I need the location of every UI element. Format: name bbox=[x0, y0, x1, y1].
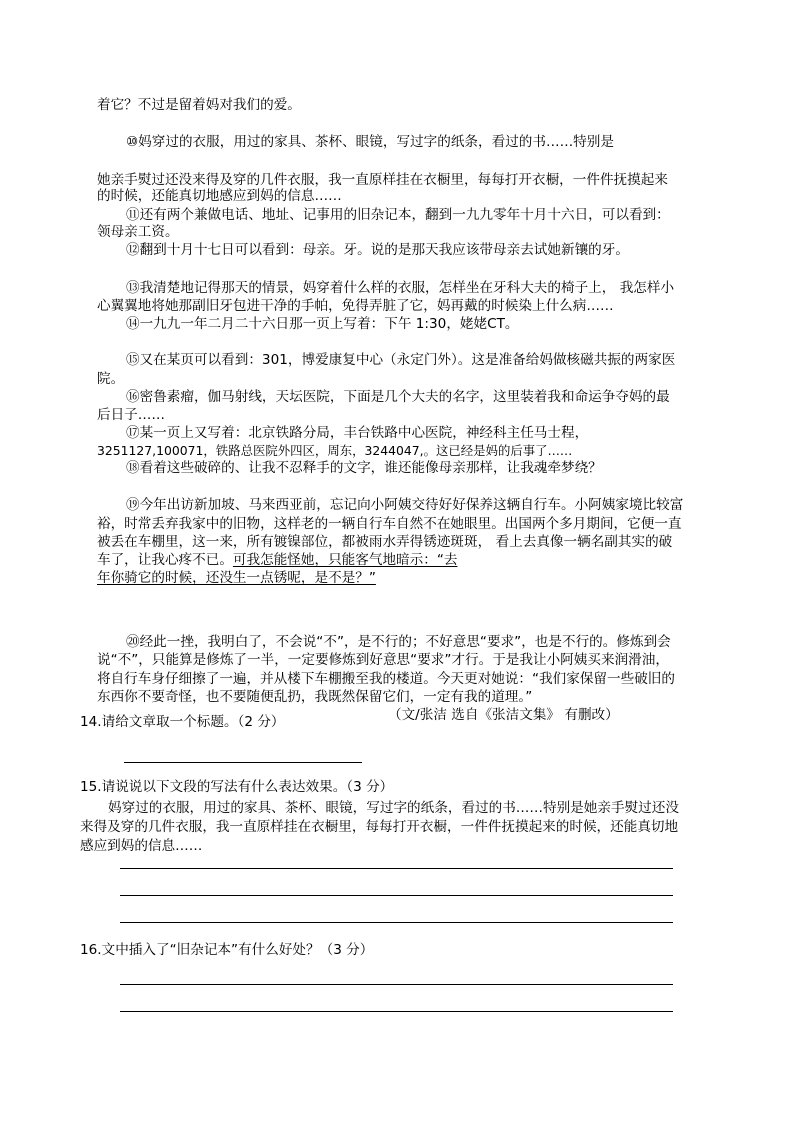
question-15-quote-line: 感应到妈的信息…… bbox=[80, 838, 203, 854]
paragraph-15: ⑮又在某页可以看到：301，博爱康复中心（永定门外）。这是准备给妈做核磁共振的两家医 bbox=[126, 352, 676, 368]
question-16: 16.文中插入了“旧杂记本”有什么好处？（3 分） bbox=[80, 942, 374, 958]
paragraph-10: ⑩妈穿过的衣服，用过的家具、茶杯、眼镜，写过字的纸条，看过的书……特别是 bbox=[126, 134, 614, 150]
paragraph-19-line: 被丢在车棚里，这一来，所有镀镍部位，都被雨水弄得锈迹斑斑， 看上去真像一辆名副其实的破 bbox=[97, 534, 673, 550]
paragraph-19-line bbox=[97, 550, 457, 570]
answer-line-q15[interactable] bbox=[120, 895, 673, 896]
paragraph-17-line: 3251127,100071，铁路总医院外四区，周东，3244047,。这已经是妈的后事了…… bbox=[97, 443, 573, 458]
paragraph-20-line: 将自行车身仔细擦了一遍，并从楼下车棚搬至我的楼道。今天更对她说：“我们家保留一些破旧的 bbox=[97, 671, 675, 687]
answer-line-q14[interactable] bbox=[124, 762, 362, 763]
paragraph-19-text: 车了，让我心疼不已。 bbox=[97, 552, 233, 568]
question-14: 14.请给文章取一个标题。（2 分） bbox=[80, 714, 285, 730]
paragraph-20: ⑳经此一挫，我明白了，不会说“不”，是不行的；不好意思“要求”，也是不行的。修炼到会 bbox=[126, 634, 671, 650]
paragraph-10-line: 的时候，还能真切地感应到妈的信息…… bbox=[97, 188, 342, 204]
paragraph-14: ⑭一九九一年二月二十六日那一页上写着：下午 1:30，姥姥CT。 bbox=[126, 316, 519, 332]
paragraph-10-line: 她亲手熨过还没来得及穿的几件衣服，我一直原样挂在衣橱里，每每打开衣橱，一件件抚摸起来 bbox=[97, 172, 668, 188]
paragraph-11: ⑪还有两个兼做电话、地址、记事用的旧杂记本，翻到一九九零年十月十六日，可以看到： bbox=[126, 207, 670, 223]
source-citation: （文/张洁 选自《张洁文集》 有删改） bbox=[388, 707, 619, 723]
paragraph-15-line: 院。 bbox=[97, 371, 125, 387]
paragraph-11-line: 领母亲工资。 bbox=[97, 224, 179, 240]
paragraph-20-line: 说“不”，只能算是修炼了一半，一定要修炼到好意思“要求”才行。于是我让小阿姨买来润滑油， bbox=[97, 652, 669, 668]
answer-line-q15[interactable] bbox=[120, 922, 673, 923]
question-15-quote-line: 来得及穿的几件衣服，我一直原样挂在衣橱里，每每打开衣橱，一件件抚摸起来的时候，还能真切地 bbox=[80, 819, 679, 835]
paragraph-18: ⑱看着这些破碎的、让我不忍释手的文字，谁还能像母亲那样，让我魂牵梦绕？ bbox=[126, 460, 602, 476]
passage-line: 着它？不过是留着妈对我们的爱。 bbox=[97, 97, 301, 113]
paragraph-19: ⑲今年出访新加坡、马来西亚前，忘记向小阿姨交待好好保养这辆自行车。小阿姨家境比较富 bbox=[126, 497, 684, 513]
answer-line-q16[interactable] bbox=[120, 984, 673, 985]
answer-line-q16[interactable] bbox=[120, 1011, 673, 1012]
underlined-sentence-line: 年你骑它的时候，还没生一点锈呢，是不是？” bbox=[97, 570, 376, 586]
question-15: 15.请说说以下文段的写法有什么表达效果。（3 分） bbox=[80, 779, 394, 795]
answer-line-q15[interactable] bbox=[120, 868, 673, 869]
paragraph-20-line: 东西你不要奇怪，也不要随便乱扔，我既然保留它们，一定有我的道理。” bbox=[97, 689, 533, 705]
paragraph-19-line: 裕，时常丢弃我家中的旧物，这样老的一辆自行车自然不在她眼里。出国两个多月期间，它便一直 bbox=[97, 516, 682, 532]
underlined-sentence: 可我怎能怪她，只能客气地暗示：“去 bbox=[232, 552, 458, 568]
paragraph-13-line: 心翼翼地将她那副旧牙包进干净的手帕，免得弄脏了它，妈再戴的时候染上什么病…… bbox=[97, 298, 614, 314]
paragraph-16-line: 后日子…… bbox=[97, 407, 165, 423]
question-15-quote: 妈穿过的衣服，用过的家具、茶杯、眼镜，写过字的纸条，看过的书……特别是她亲手熨过还没 bbox=[108, 800, 679, 816]
paragraph-12: ⑫翻到十月十七日可以看到：母亲。牙。说的是那天我应该带母亲去试她新镶的牙。 bbox=[126, 242, 629, 258]
paragraph-13: ⑬我清楚地记得那天的情景，妈穿着什么样的衣服，怎样坐在牙科大夫的椅子上， 我怎样小 bbox=[126, 280, 675, 296]
paragraph-17: ⑰某一页上又写着：北京铁路分局，丰台铁路中心医院，神经科主任马士程， bbox=[126, 425, 589, 441]
paragraph-16: ⑯密鲁素瘤，伽马射线，天坛医院，下面是几个大夫的名字，这里装着我和命运争夺妈的最 bbox=[126, 389, 670, 405]
